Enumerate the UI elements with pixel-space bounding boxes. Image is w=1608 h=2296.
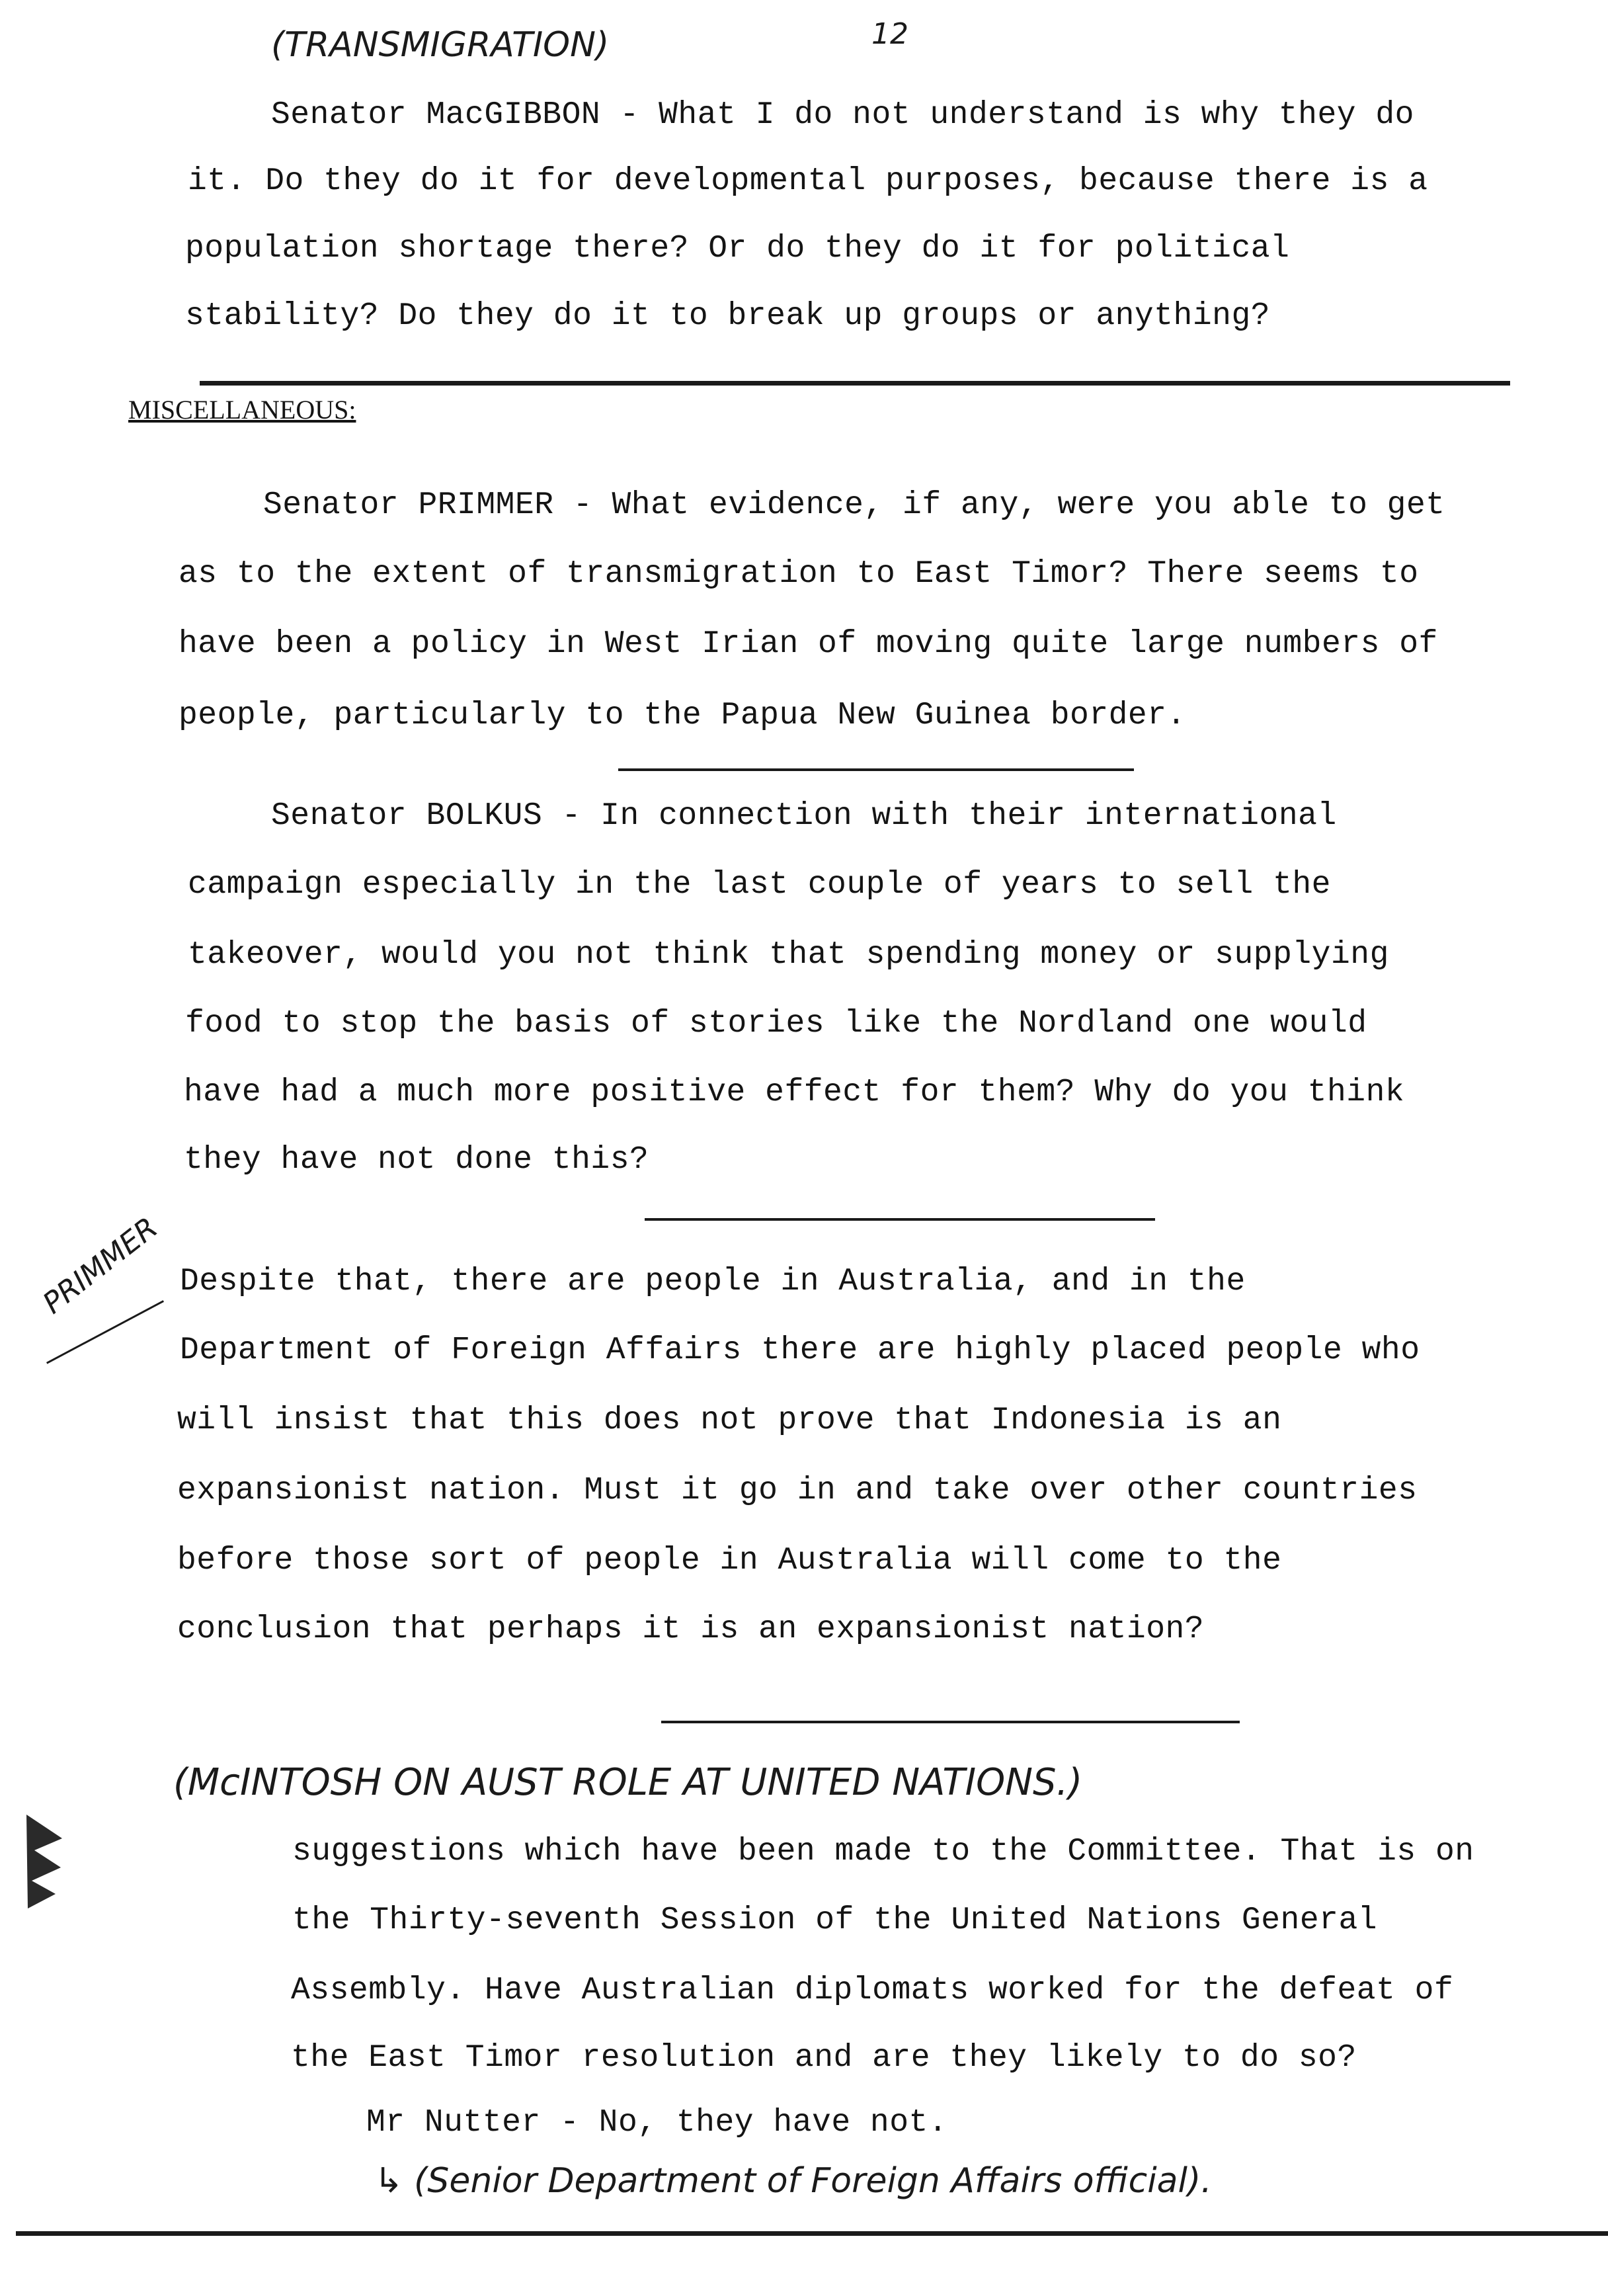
handwritten-note-transmigration: (TRANSMIGRATION)	[271, 25, 610, 65]
text-line: conclusion that perhaps it is an expansionist nation?	[177, 1612, 1205, 1647]
text-line: Senator BOLKUS - In connection with their international	[271, 798, 1337, 834]
text-line: before those sort of people in Australia will come to the	[177, 1543, 1282, 1578]
section-heading: MISCELLANEOUS:	[128, 395, 356, 425]
text-line: expansionist nation. Must it go in and take over other countries	[177, 1473, 1418, 1508]
text-line: Assembly. Have Australian diplomats worked for the defeat of	[291, 1973, 1454, 2008]
separator-rule	[645, 1218, 1155, 1221]
text-line: takeover, would you not think that spending money or supplying	[188, 937, 1389, 973]
separator-rule	[618, 768, 1134, 771]
section-divider	[200, 381, 1510, 386]
handwritten-note-mcintosh: (McINTOSH ON AUST ROLE AT UNITED NATIONS.)	[173, 1761, 1083, 1804]
text-line: have been a policy in West Irian of moving quite large numbers of	[179, 626, 1438, 662]
text-line: the Thirty-seventh Session of the United Nations General	[292, 1903, 1378, 1938]
text-line: Despite that, there are people in Australia, and in the	[180, 1264, 1246, 1299]
text-line: it. Do they do it for developmental purposes, because there is a	[188, 163, 1428, 199]
page-number-mark: 12	[871, 17, 908, 51]
text-line: population shortage there? Or do they do it for political	[185, 231, 1290, 266]
text-line: they have not done this?	[184, 1142, 649, 1178]
text-line: have had a much more positive effect for them? Why do you think	[184, 1075, 1405, 1110]
handwritten-footnote: ↳ (Senior Department of Foreign Affairs official).	[374, 2161, 1212, 2201]
separator-rule	[661, 1721, 1240, 1723]
text-line: stability? Do they do it to break up groups or anything?	[185, 298, 1271, 334]
page-bottom-rule	[16, 2231, 1608, 2236]
text-line: campaign especially in the last couple of years to sell the	[188, 867, 1331, 903]
text-line: Department of Foreign Affairs there are highly placed people who	[180, 1332, 1420, 1368]
text-line: the East Timor resolution and are they likely to do so?	[291, 2040, 1357, 2076]
text-line: as to the extent of transmigration to East Timor? There seems to	[179, 556, 1419, 592]
text-line: food to stop the basis of stories like the Nordland one would	[185, 1006, 1367, 1042]
text-line: people, particularly to the Papua New Guinea border.	[179, 698, 1186, 733]
text-line: suggestions which have been made to the Committee. That is on	[292, 1834, 1474, 1869]
handwritten-note-primmer: PRIMMER	[36, 1211, 164, 1321]
text-line: will insist that this does not prove that Indonesia is an	[177, 1403, 1282, 1438]
text-line: Senator PRIMMER - What evidence, if any, were you able to get	[263, 487, 1445, 523]
text-line: Senator MacGIBBON - What I do not understand is why they do	[271, 97, 1414, 133]
text-line: Mr Nutter - No, they have not.	[366, 2105, 948, 2141]
binding-mark	[22, 1812, 66, 1911]
